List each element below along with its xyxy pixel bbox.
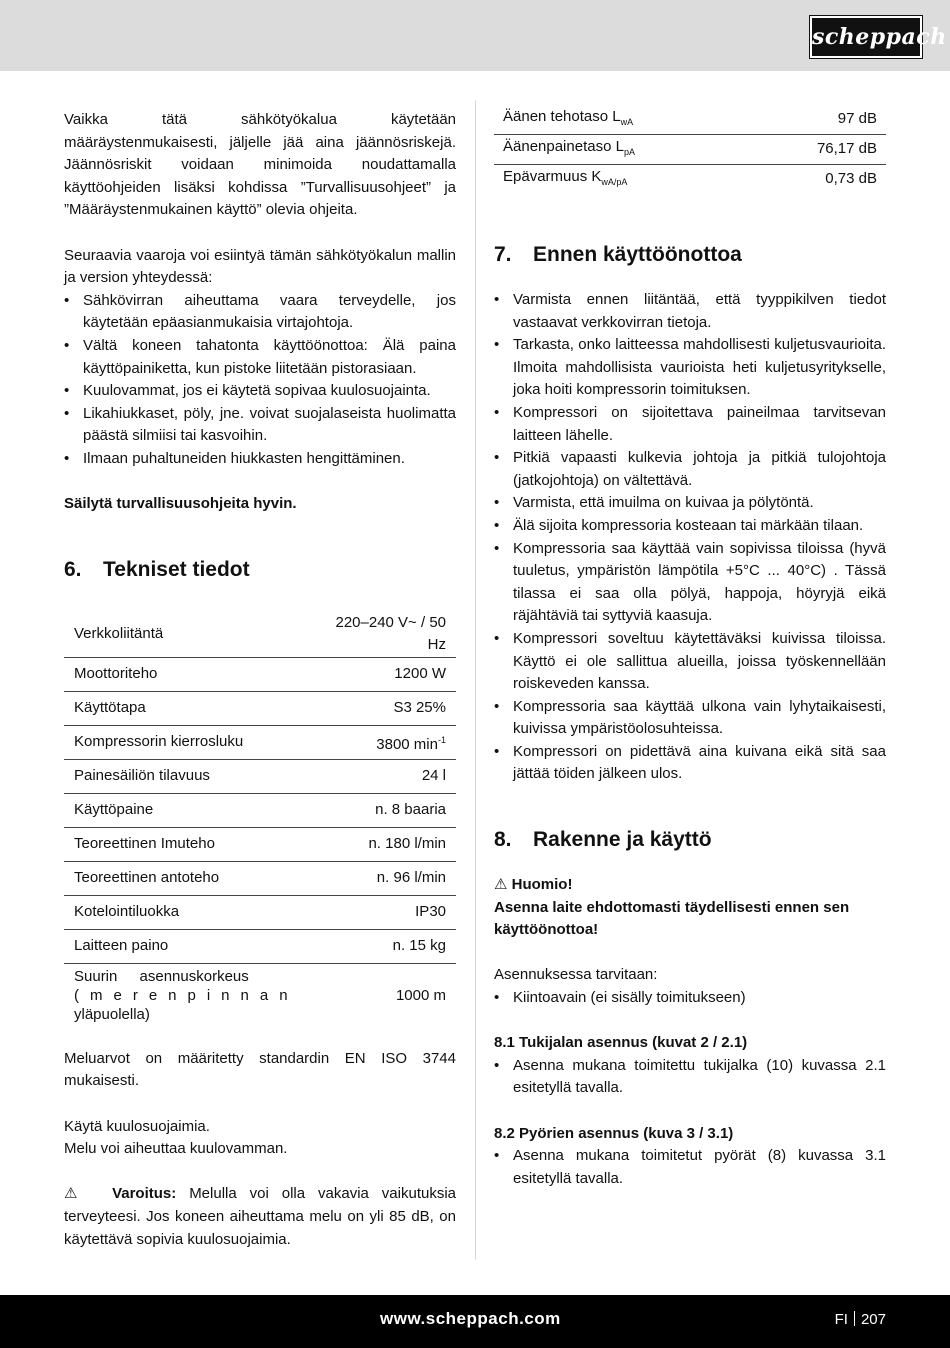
spec-label: Moottoriteho [64, 657, 309, 691]
section-8-heading [494, 826, 886, 854]
spec-value: 3800 $\min^{-1}$ [309, 725, 456, 759]
warning-icon: ⚠ [64, 1185, 87, 1203]
table-row [64, 895, 456, 929]
table-row [494, 135, 886, 165]
spec-value: IP30 [309, 895, 456, 929]
spec-value: 24 l [309, 759, 456, 793]
spec-table [64, 612, 456, 1028]
hazards-list [64, 290, 456, 471]
needed-list [494, 987, 886, 1010]
section-number: 7. [494, 243, 512, 266]
section-title: Ennen käyttöönottoa [533, 243, 742, 266]
spec-label: Laitteen paino [64, 929, 309, 963]
list-item: • Asenna mukana toimitetut pyörät (8) kuvassa 3.1 esitetyllä tavalla. [494, 1145, 886, 1190]
list-item: • Kompressoria saa käyttää ulkona vain lyhytaikaisesti, kuivissa ympäristöolosuhteissa. [494, 696, 886, 741]
spec-label: Verkkoliitäntä [64, 612, 309, 658]
spec-label: Teoreettinen Imuteho [64, 827, 309, 861]
table-row [494, 105, 886, 135]
table-row [64, 657, 456, 691]
section-7-heading [494, 241, 886, 269]
section-title: Rakenne ja käyttö [533, 828, 712, 852]
spec-label-line: yläpuolella) [74, 1006, 150, 1024]
residual-risk-intro: Vaikka tätä sähkötyökalua käytetään määräystenmukaisesti, jäljelle jää aina jäännösriskejä. Jäännösriskit voidaan minimoida noudattamalla käyttöohjeiden lisäksi kohdissa ”Turvallisuusohjeet” ja ”Määräystenmukainen käyttö” olevia ohjeita. [64, 111, 456, 219]
list-item: • Kuulovammat, jos ei käytetä sopivaa kuulosuojainta. [64, 380, 456, 403]
spec-label: Kompressorin kierrosluku [64, 725, 309, 759]
right-column [494, 105, 886, 1190]
hearing-damage-line: Melu voi aiheuttaa kuulovamman. [64, 1140, 288, 1158]
table-row [64, 861, 456, 895]
table-row [64, 691, 456, 725]
table-row [494, 165, 886, 195]
spec-value: n. 8 baaria [309, 793, 456, 827]
table-row [64, 827, 456, 861]
spec-label: Käyttötapa [64, 691, 309, 725]
list-item: • Ilmaan puhaltuneiden hiukkasten hengittäminen. [64, 448, 456, 471]
page-number [835, 1311, 886, 1328]
noise-warning [64, 1183, 456, 1251]
spec-value: S3 25% [309, 691, 456, 725]
table-row [64, 793, 456, 827]
list-item: • Pitkiä vapaasti kulkevia johtoja ja pitkiä tulojohtoja (jatkojohtoja) on vältettävä. [494, 447, 886, 492]
language-code: FI [834, 1311, 848, 1328]
list-item: • Kompressoria saa käyttää vain sopivissa tiloissa (hyvä tuuletus, ympäristön lämpötila +5°C ... 40°C) . Tässä tilassa ei saa olla pölyä, happoja, höyryjä eikä räjähtäviä tai syttyviä kaasuja. [494, 538, 886, 628]
table-row [64, 612, 456, 658]
list-item: • Asenna mukana toimitettu tukijalka (10) kuvassa 2.1 esitetyllä tavalla. [494, 1055, 886, 1100]
section-title: Tekniset tiedot [103, 557, 250, 581]
hazards-intro: Seuraavia vaaroja voi esiintyä tämän sähkötyökalun mallin ja version yhteydessä: [64, 246, 456, 287]
spec-label: Teoreettinen antoteho [64, 861, 309, 895]
noise-value: 0,73 dB [825, 170, 877, 188]
page-num: 207 [860, 1311, 886, 1328]
table-row [64, 725, 456, 759]
subsection-8-1-list [494, 1055, 886, 1100]
keep-instructions-note: Säilytä turvallisuusohjeita hyvin. [64, 495, 297, 513]
table-row [64, 759, 456, 793]
warning-icon: ⚠ [494, 876, 508, 894]
spec-value: n. 96 l/min [309, 861, 456, 895]
section-6-heading [64, 556, 456, 584]
subsection-8-1-title: 8.1 Tukijalan asennus (kuvat 2 / 2.1) [494, 1034, 748, 1052]
header-bar [0, 0, 950, 71]
spec-label: Kotelointiluokka [64, 895, 309, 929]
subsection-8-2-list [494, 1145, 886, 1190]
list-item: • Varmista, että imuilma on kuivaa ja pölytöntä. [494, 492, 886, 515]
noise-value: 97 dB [752, 105, 886, 135]
section-number: 6. [64, 557, 82, 581]
warning-label: Varoitus: [112, 1185, 177, 1203]
list-item: • Varmista ennen liitäntää, että tyyppikilven tiedot vastaavat verkkovirran tietoja. [494, 289, 886, 334]
spec-label-line: Suurin asennuskorkeus [74, 968, 249, 986]
spec-value: n. 15 kg [309, 929, 456, 963]
list-item: • Vältä koneen tahatonta käyttöönottoa: Älä paina käyttöpainiketta, kun pistoke liitetään pistorasiaan. [64, 335, 456, 380]
list-item: • Kompressori on sijoitettava paineilmaa tarvitsevan laitteen lähelle. [494, 402, 886, 447]
table-row [64, 963, 456, 1028]
spec-label: Painesäiliön tilavuus [64, 759, 309, 793]
website-link[interactable]: www.scheppach.com [380, 1309, 561, 1328]
noise-values-table [494, 105, 886, 194]
noise-value: 76,17 dB [752, 135, 886, 165]
brand-logo: scheppach [810, 16, 922, 58]
spec-label: Käyttöpaine [64, 793, 309, 827]
subsection-8-2-title: 8.2 Pyörien asennus (kuva 3 / 3.1) [494, 1124, 734, 1142]
list-item: • Sähkövirran aiheuttama vaara terveydelle, jos käytetään epäasianmukaisia virtajohtoja. [64, 290, 456, 335]
list-item: • Likahiukkaset, pöly, jne. voivat suojalaseista huolimatta päästä silmiisi tai kasvoihin. [64, 403, 456, 448]
spec-value: 220–240 V~ / 50 Hz [309, 612, 456, 658]
spec-value: 1000 m [395, 986, 446, 1004]
section-number: 8. [494, 828, 512, 852]
warning-text: Melulla voi olla vakavia vaikutuksia terveyteesi. Jos koneen aiheuttama melu on yli 85 dB, on käytettävä sopivia kuulosuojaimia. [64, 1185, 456, 1248]
noise-standard-note: Meluarvot on määritetty standardin EN ISO 3744 mukaisesti. [64, 1049, 456, 1090]
table-row [64, 929, 456, 963]
list-item: • Kompressori soveltuu käytettäväksi kuivissa tiloissa. Käyttö ei ole sallittua alueilla, joissa työskennellään roiskeveden kanssa. [494, 628, 886, 696]
list-item: • Kompressori on pidettävä aina kuivana eikä sitä saa jättää töiden jälkeen ulos. [494, 741, 886, 786]
footer-bar [0, 1295, 950, 1348]
spec-label [64, 963, 309, 1028]
preparation-list [494, 289, 886, 786]
noise-label: Epävarmuus $K_{wA/pA}$ [503, 167, 628, 187]
note-text: Asenna laite ehdottomasti täydellisesti ennen sen käyttöönottoa! [494, 898, 850, 939]
left-column [64, 109, 456, 1251]
spec-label-line: (merenpinnan [74, 987, 299, 1005]
list-item: • Tarkasta, onko laitteessa mahdollisesti kuljetusvaurioita. Ilmoita mahdollisista vaurioista heti kuljetusyritykselle, joka hoiti kompressorin toimituksen. [494, 334, 886, 402]
list-item: • Älä sijoita kompressoria kosteaan tai märkään tilaan. [494, 515, 886, 538]
hearing-protection-line: Käytä kuulosuojaimia. [64, 1117, 210, 1135]
noise-label: Äänen tehotaso $L_{wA}$ [494, 105, 752, 135]
spec-value: 1200 W [309, 657, 456, 691]
note-heading: ⚠ Huomio! [494, 876, 573, 894]
needed-intro: Asennuksessa tarvitaan: [494, 966, 658, 984]
list-item: • Kiintoavain (ei sisälly toimitukseen) [494, 987, 886, 1010]
column-divider [475, 100, 476, 1260]
spec-value: n. 180 l/min [309, 827, 456, 861]
noise-label: Äänenpainetaso $L_{pA}$ [494, 135, 752, 165]
